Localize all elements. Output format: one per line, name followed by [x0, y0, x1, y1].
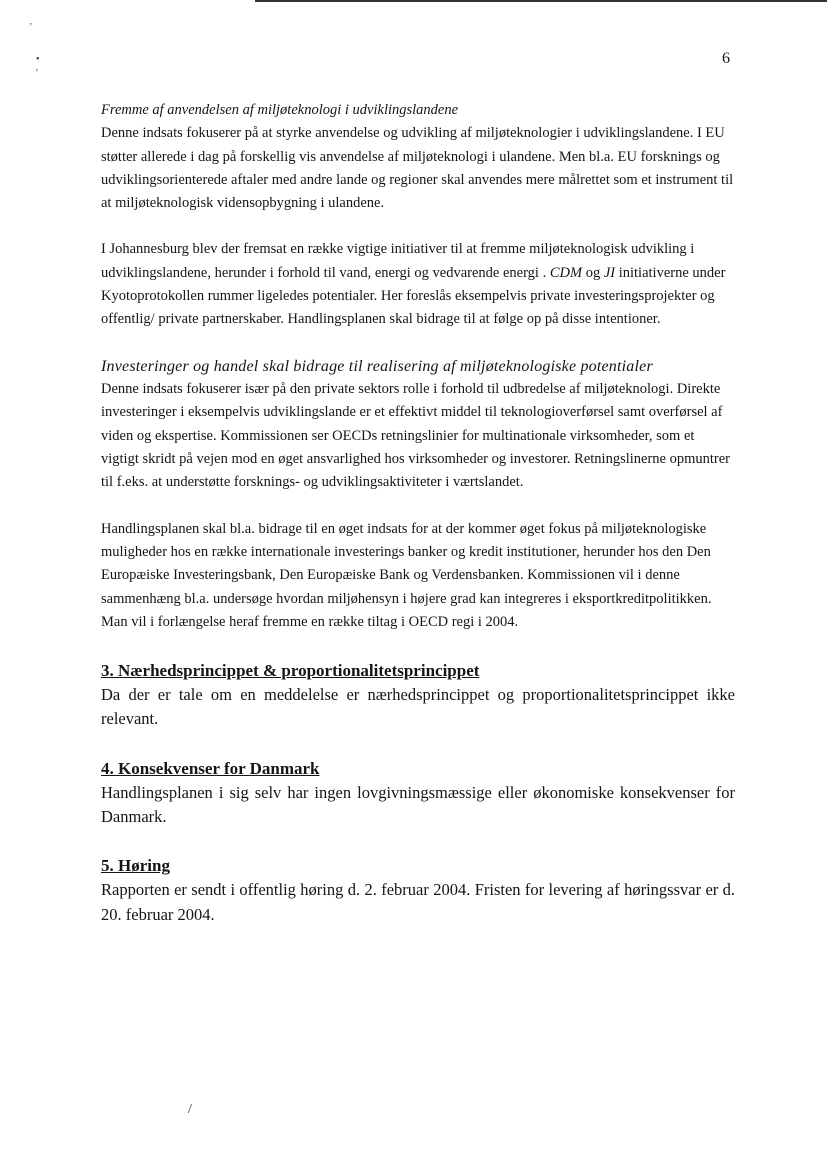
section-4	[101, 757, 735, 830]
scan-mark: '	[36, 68, 38, 79]
subheading-fremme: Fremme af anvendelsen af miljøteknologi i udviklingslandene	[101, 102, 459, 118]
paragraph-johannesburg	[101, 238, 735, 331]
section-5-body: Rapporten er sendt i offentlig høring d. 2. februar 2004. Fristen for levering af høringssvar er d. 20. februar 2004.	[101, 880, 735, 924]
section-4-body: Handlingsplanen i sig selv har ingen lovgivningsmæssige eller økonomiske konsekvenser for Danmark.	[101, 782, 735, 827]
section-3	[101, 659, 735, 732]
top-rule	[255, 0, 827, 2]
paragraph-investeringer-2: Handlingsplanen skal bl.a. bidrage til en øget indsats for at der kommer øget fokus på miljøteknologiske muligheder hos en række internationale investerings banker og kredit institutioner, herunder hos den Den Europæiske Investeringsbank, Den Europæiske Bank og Verdensbanken. Kommissionen vil i denne sammenhæng bl.a. undersøge hvordan miljøhensyn i højere grad kan integreres i eksportkreditpolitikken. Man vil i forlængelse heraf fremme en række tiltag i OECD regi i 2004.	[101, 520, 712, 630]
cdm-term: CDM	[549, 264, 583, 281]
section-4-heading: 4. Konsekvenser for Danmark	[101, 758, 320, 778]
document-body	[101, 99, 735, 927]
connector-og: og	[582, 264, 604, 281]
section-5	[101, 854, 735, 927]
paragraph-fremme: Denne indsats fokuserer på at styrke anvendelse og udvikling af miljøteknologier i udviklingslandene. I EU støtter allerede i dag på forskellig vis anvendelse af miljøteknologi i ulandene. Men bl.a. EU forsknings og udviklingsorienterede aftaler med andre lande og regioner skal anvendes mere målrettet som et instrument til at miljøteknologisk vidensopbygning i ulandene.	[101, 125, 734, 212]
section-3-body: Da der er tale om en meddelelse er nærhedsprincippet og proportionalitetsprincippet ikke relevant.	[101, 685, 735, 729]
scan-mark: /	[188, 1102, 192, 1117]
scan-mark: •	[36, 54, 40, 65]
section-5-heading: 5. Høring	[101, 856, 170, 876]
paragraph-investeringer-1: Denne indsats fokuserer især på den private sektors rolle i forhold til udbredelse af miljøteknologi. Direkte investeringer i eksempelvis udviklingslande er et effektivt middel til teknologioverførsel samt overførsel af viden og ekspertise. Kommissionen ser OECDs retningslinier for multinationale virksomheder, som et vigtigt skridt på vejen mod en øget ansvarlighed hos virksomheder og investorer. Retningslinerne opmuntrer til f.eks. at understøtte forsknings- og udviklingsaktiviteter i værtslandet.	[101, 381, 731, 491]
page-number: 6	[722, 50, 730, 67]
ji-term: JI	[603, 264, 616, 281]
scan-mark: '	[30, 22, 32, 33]
subheading-investeringer: Investeringer og handel skal bidrage til realisering af miljøteknologiske potentialer	[101, 357, 653, 375]
section-3-heading: 3. Nærhedsprincippet & proportionalitetsprincippet	[101, 661, 480, 681]
johannesburg-text-2: initiativerne under Kyotoprotokollen rummer ligeledes potentialer. Her foreslås eksempelvis private investeringsprojekter og offentlig/ private partnerskaber. Handlingsplanen skal bidrage til at følge op på disse intentioner.	[101, 264, 726, 328]
johannesburg-text-1: I Johannesburg blev der fremsat en række vigtige initiativer til at fremme miljøteknologisk udvikling i udviklingslandene, herunder i forhold til vand, energi og vedvarende energi .	[101, 241, 695, 281]
